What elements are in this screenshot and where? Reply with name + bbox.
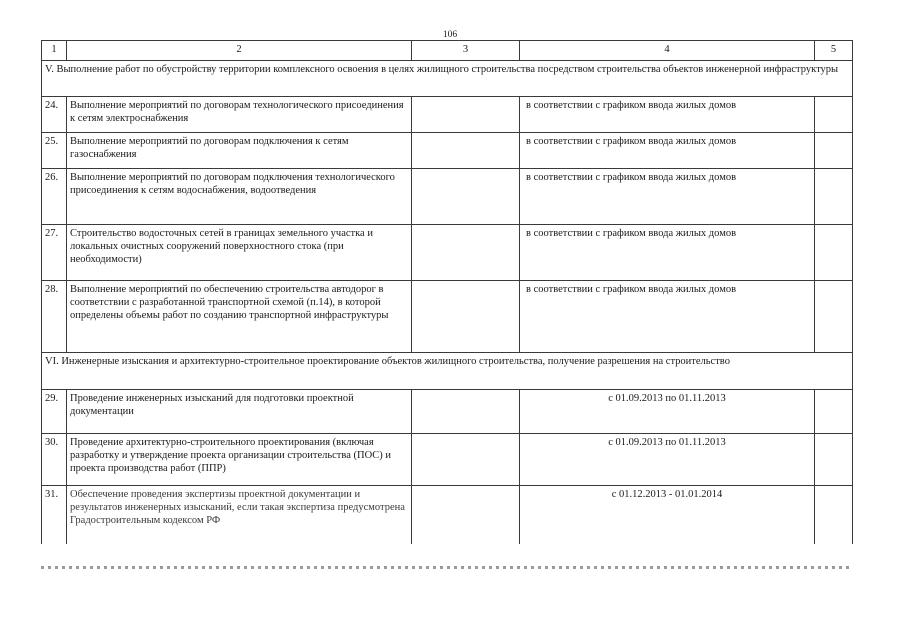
- table-row: [42, 169, 853, 225]
- header-col-1: 1: [42, 41, 67, 61]
- row-name: Выполнение мероприятий по договорам подключения к сетям газоснабжения: [67, 133, 412, 169]
- row-number: 29.: [42, 390, 67, 434]
- row-term: в соответствии с графиком ввода жилых домов: [520, 281, 815, 353]
- row-col5: [815, 281, 853, 353]
- row-number: 30.: [42, 434, 67, 486]
- row-col3: [412, 133, 520, 169]
- section-row: [42, 353, 853, 390]
- row-term: с 01.12.2013 - 01.01.2014: [520, 486, 815, 544]
- row-col3: [412, 281, 520, 353]
- row-name: Выполнение мероприятий по обеспечению строительства автодорог в соответствии с разработанной транспортной схемой (п.14), в которой определены объемы работ по созданию транспортной инфраструктуры: [67, 281, 412, 353]
- row-name: Проведение инженерных изысканий для подготовки проектной документации: [67, 390, 412, 434]
- header-col-2: 2: [67, 41, 412, 61]
- table-row: [42, 390, 853, 434]
- row-name: Обеспечение проведения экспертизы проектной документации и результатов инженерных изысканий, если такая экспертиза предусмотрена Градостроительным кодексом РФ: [67, 486, 412, 544]
- row-term: в соответствии с графиком ввода жилых домов: [520, 97, 815, 133]
- row-term: с 01.09.2013 по 01.11.2013: [520, 390, 815, 434]
- row-col5: [815, 390, 853, 434]
- row-col3: [412, 390, 520, 434]
- row-col3: [412, 169, 520, 225]
- table-row: [42, 486, 853, 544]
- header-col-5: 5: [815, 41, 853, 61]
- header-col-3: 3: [412, 41, 520, 61]
- row-col5: [815, 486, 853, 544]
- section-title-vi: VI. Инженерные изыскания и архитектурно-строительное проектирование объектов жилищного строительства, получение разрешения на строительство: [42, 353, 853, 390]
- header-row: [42, 41, 853, 61]
- row-col3: [412, 434, 520, 486]
- scan-cut-edge: [41, 566, 852, 569]
- row-col3: [412, 97, 520, 133]
- page-number: 106: [442, 30, 458, 40]
- row-name: Выполнение мероприятий по договорам технологического присоединения к сетям электроснабжения: [67, 97, 412, 133]
- row-col5: [815, 169, 853, 225]
- header-col-4: 4: [520, 41, 815, 61]
- row-col5: [815, 434, 853, 486]
- row-name: Строительство водосточных сетей в границах земельного участка и локальных очистных сооружений поверхностного стока (при необходимости): [67, 225, 412, 281]
- row-number: 28.: [42, 281, 67, 353]
- row-name: Проведение архитектурно-строительного проектирования (включая разработку и утверждение проекта организации строительства (ПОС) и проекта производства работ (ППР): [67, 434, 412, 486]
- row-col5: [815, 97, 853, 133]
- row-number: 27.: [42, 225, 67, 281]
- row-name: Выполнение мероприятий по договорам подключения технологического присоединения к сетям водоснабжения, водоотведения: [67, 169, 412, 225]
- row-term: в соответствии с графиком ввода жилых домов: [520, 169, 815, 225]
- row-number: 25.: [42, 133, 67, 169]
- table-row: [42, 281, 853, 353]
- table-row: [42, 133, 853, 169]
- table-row: [42, 225, 853, 281]
- row-term: с 01.09.2013 по 01.11.2013: [520, 434, 815, 486]
- plan-table: [41, 40, 853, 544]
- row-number: 31.: [42, 486, 67, 544]
- row-term: в соответствии с графиком ввода жилых домов: [520, 225, 815, 281]
- section-row: [42, 61, 853, 97]
- row-col3: [412, 225, 520, 281]
- table-row: [42, 434, 853, 486]
- row-number: 24.: [42, 97, 67, 133]
- section-title-v: V. Выполнение работ по обустройству территории комплексного освоения в целях жилищного строительства посредством строительства объектов инженерной инфраструктуры: [42, 61, 853, 97]
- row-term: в соответствии с графиком ввода жилых домов: [520, 133, 815, 169]
- row-col5: [815, 225, 853, 281]
- row-number: 26.: [42, 169, 67, 225]
- row-col3: [412, 486, 520, 544]
- row-col5: [815, 133, 853, 169]
- table-row: [42, 97, 853, 133]
